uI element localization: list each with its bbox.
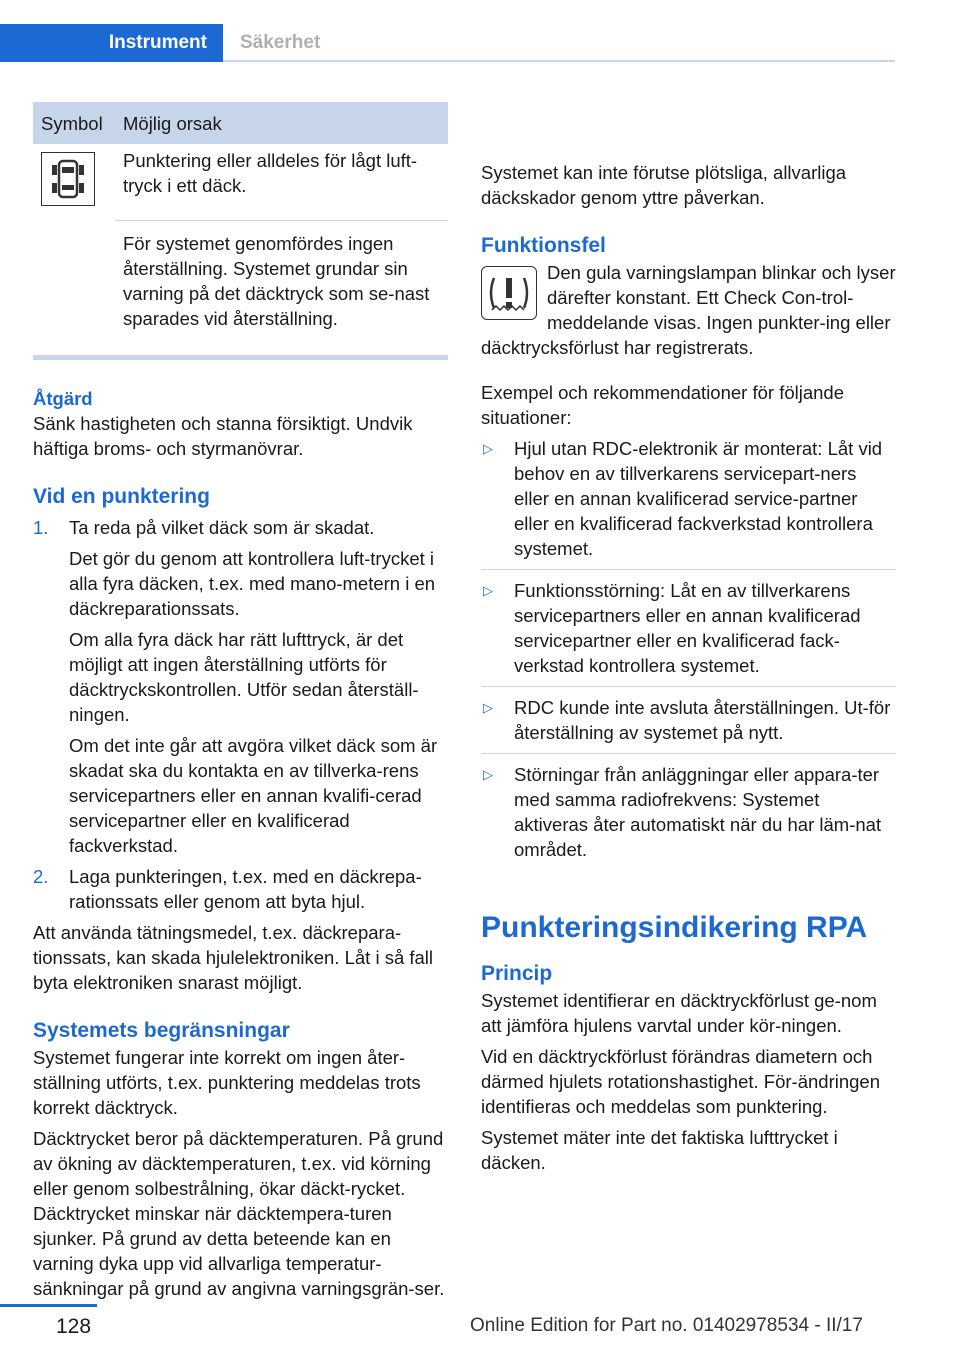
rpa-p2: Vid en däcktryckförlust förändras diametern och därmed hjulets rotationshastighet. För-ändringen identifieras och meddelas som punktering.	[481, 1046, 881, 1117]
list-item: ▷ Hjul utan RDC-elektronik är monterat: Låt vid behov en av tillverkarens servicepart-ners eller en annan kvalificerad service-partner eller en kvalificerad fackverkstad kontrollera systemet.	[481, 436, 896, 570]
limits-p1: Systemet fungerar inte korrekt om ingen åter-ställning utförts, t.ex. punktering meddelas trots korrekt däcktryck.	[33, 1047, 421, 1118]
punktering-heading: Vid en punktering	[33, 485, 210, 508]
tab-instrument[interactable]: Instrument	[0, 24, 223, 62]
footer-rule	[0, 1304, 97, 1307]
col-header-cause: Möjlig orsak	[115, 102, 448, 144]
funktionsfel-list	[481, 436, 896, 870]
rpa-subheading: Princip	[481, 962, 553, 985]
step-number: 1.	[33, 517, 49, 538]
cause-no-reset: För systemet genomfördes ingen återställning. Systemet grundar sin varning på det däcktryck som se-nast sparades vid återställning.	[115, 221, 448, 356]
right-column	[481, 102, 896, 1181]
funktionsfel-intro: Exempel och rekommendationer för följande situationer:	[481, 382, 844, 428]
tab-sakerhet[interactable]: Säkerhet	[240, 32, 321, 53]
punktering-after: Att använda tätningsmedel, t.ex. däckrepara-tionssats, kan skada hjulelektroniken. Låt i så fall byta elektroniken snarast möjligt.	[33, 922, 434, 993]
symbol-table	[33, 102, 448, 355]
triangle-bullet-icon: ▷	[483, 767, 493, 782]
atgard-text: Sänk hastigheten och stanna försiktigt. Undvik häftiga broms- och styrmanövrar.	[33, 413, 413, 459]
left-column	[33, 102, 448, 1307]
list-item: ▷ Störningar från anläggningar eller appara-ter med samma radiofrekvens: Systemet aktiveras åter automatiskt när du har läm-nat området.	[483, 764, 882, 860]
atgard-heading: Åtgärd	[33, 388, 93, 409]
triangle-bullet-icon: ▷	[483, 583, 493, 598]
punktering-steps	[33, 515, 448, 914]
edition-text: Online Edition for Part no. 01402978534 - II/17	[470, 1315, 863, 1336]
list-item: ▷ Funktionsstörning: Låt en av tillverkarens servicepartners eller en annan kvalificerad servicepartner eller en kvalificerad fack-verkstad kontrollera systemet.	[481, 578, 896, 687]
rpa-p1: Systemet identifierar en däcktryckförlust ge-nom att jämföra hjulens varvtal under kör-ningen.	[481, 990, 877, 1036]
step-paragraph: Det gör du genom att kontrollera luft-trycket i alla fyra däcken, t.ex. med mano-metern i en däckreparationssats.	[69, 548, 436, 619]
warning-exclamation-icon	[481, 266, 537, 320]
step-text: Laga punkteringen, t.ex. med en däckrepa-rationssats eller genom att byta hjul.	[69, 866, 422, 912]
rpa-heading: Punkteringsindikering RPA	[481, 911, 868, 944]
section-tabs	[0, 24, 895, 62]
limits-heading: Systemets begränsningar	[33, 1019, 290, 1042]
step-number: 2.	[33, 866, 49, 887]
step-paragraph: Om det inte går att avgöra vilket däck som är skadat ska du kontakta en av tillverka-rens servicepartners eller en annan kvalifi-cerad servicepartner eller en kvalificerad fackverkstad.	[69, 735, 438, 856]
rpa-p3: Systemet mäter inte det faktiska lufttrycket i däcken.	[481, 1127, 838, 1173]
page-number: 128	[56, 1315, 92, 1338]
tire-pressure-car-icon	[41, 152, 95, 206]
limits-p3: Systemet kan inte förutse plötsliga, allvarliga däckskador genom yttre påverkan.	[481, 162, 847, 208]
step-text: Ta reda på vilket däck som är skadat.	[69, 517, 375, 538]
table-bottom-rule	[33, 355, 448, 360]
tab-underline	[223, 60, 895, 62]
funktionsfel-block	[481, 260, 896, 366]
triangle-bullet-icon: ▷	[483, 700, 493, 715]
funktionsfel-text: Den gula varningslampan blinkar och lyser därefter konstant. Ett Check Con-trol-meddelande visas. Ingen punkter-ing eller däcktrycksförlust har registrerats.	[481, 262, 896, 358]
limits-p2: Däcktrycket beror på däcktemperaturen. På grund av ökning av däcktemperaturen, t.ex. vid körning eller genom solbestrålning, ökar däckt-rycket. Däcktrycket minskar när däcktempera-turen sjunker. På grund av detta beteende kan en varning dyka upp vid allvarliga temperatur-sänkningar på grund av angivna varningsgrän-ser.	[33, 1128, 445, 1299]
triangle-bullet-icon: ▷	[483, 441, 493, 456]
step-paragraph: Om alla fyra däck har rätt lufttryck, är det möjligt att ingen återställning utförts för däcktryckskontrollen. Utför sedan återställ-ningen.	[69, 629, 419, 725]
funktionsfel-heading: Funktionsfel	[481, 234, 606, 257]
list-item	[33, 864, 448, 914]
list-item	[33, 515, 448, 858]
list-item: ▷ RDC kunde inte avsluta återställningen. Ut-för återställning av systemet på nytt.	[481, 695, 896, 754]
col-header-symbol: Symbol	[33, 102, 115, 144]
cause-flat-tire: Punktering eller alldeles för lågt luft-tryck i ett däck.	[123, 150, 418, 196]
